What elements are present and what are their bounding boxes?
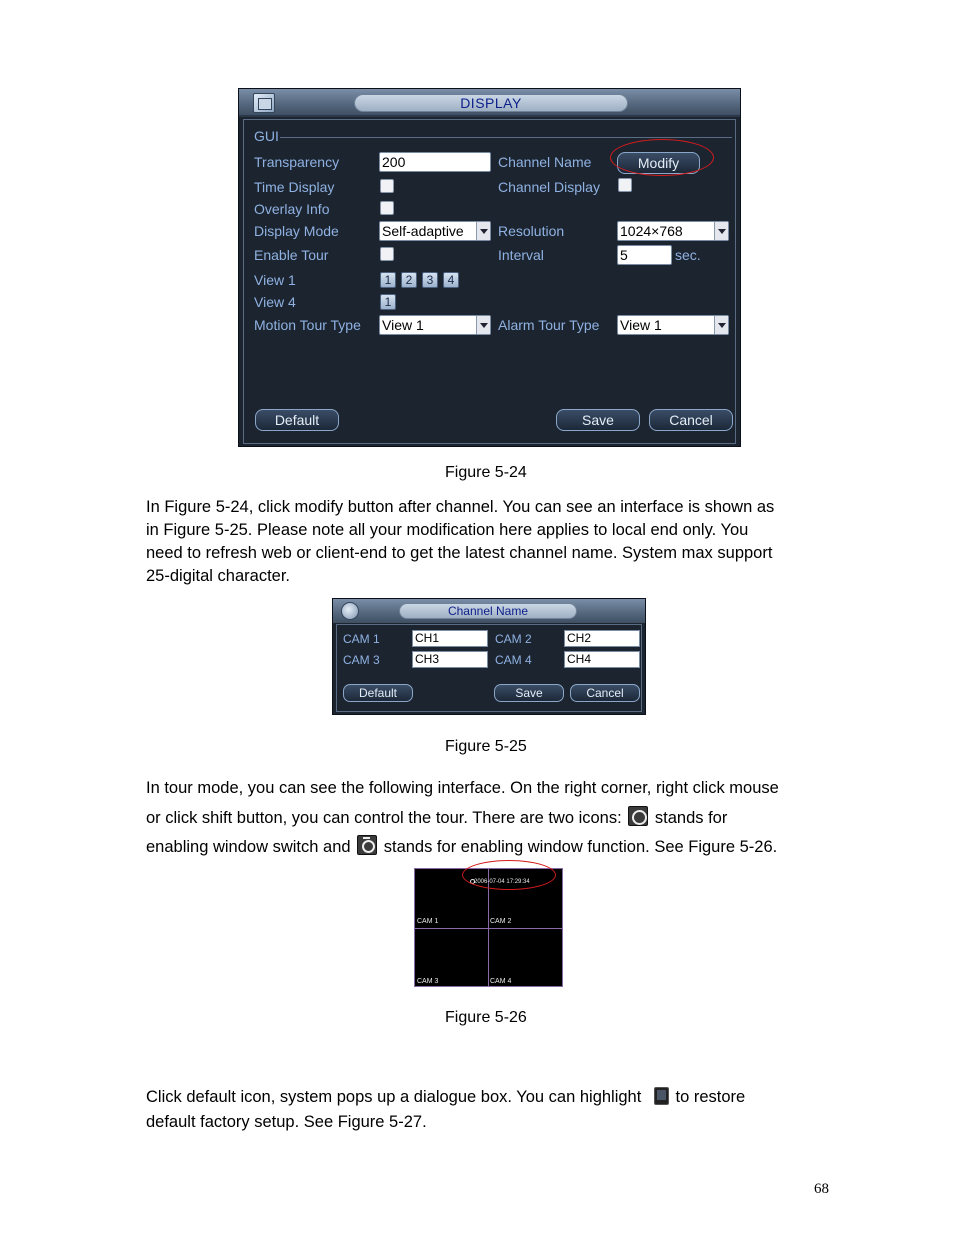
- cam2-label: CAM 2: [495, 632, 532, 646]
- motion-tour-type-value: View 1: [382, 317, 424, 333]
- channel-icon: [341, 602, 359, 620]
- figure-caption: Figure 5-25: [445, 738, 527, 755]
- display-mode-select[interactable]: [379, 221, 491, 241]
- gui-section-label: GUI: [254, 128, 279, 144]
- page-number: 68: [814, 1181, 829, 1197]
- interval-field[interactable]: 5: [617, 245, 672, 265]
- dialog-titlebar: [239, 89, 740, 117]
- cam-label: CAM 1: [417, 918, 439, 925]
- cam2-name-field[interactable]: CH2: [564, 630, 640, 647]
- highlight-oval: [610, 139, 714, 176]
- interval-label: Interval: [498, 247, 544, 263]
- channel-display-checkbox[interactable]: [618, 178, 632, 192]
- dialog-title: Channel Name: [399, 603, 577, 619]
- time-display-checkbox[interactable]: [380, 179, 394, 193]
- dialog-titlebar: [333, 599, 645, 623]
- window-switch-icon: [628, 806, 648, 826]
- cam1-name-field[interactable]: CH1: [412, 630, 488, 647]
- view1-button-2[interactable]: 2: [401, 272, 417, 288]
- channel-display-label: Channel Display: [498, 179, 600, 195]
- channel-name-label: Channel Name: [498, 154, 592, 170]
- tour-timer-icon: [357, 835, 377, 855]
- paragraph-text: Click default icon, system pops up a dialogue box. You can highlight: [146, 1088, 642, 1106]
- cam4-name-field[interactable]: CH4: [564, 651, 640, 668]
- interval-unit: sec.: [675, 247, 701, 263]
- figure-caption: Figure 5-24: [445, 464, 527, 481]
- save-button[interactable]: Save: [556, 409, 640, 431]
- paragraph-line: [146, 806, 727, 830]
- cam-label: CAM 2: [490, 918, 512, 925]
- motion-tour-type-label: Motion Tour Type: [254, 317, 361, 333]
- view4-label: View 4: [254, 294, 296, 310]
- paragraph-line: default factory setup. See Figure 5-27.: [146, 1113, 427, 1131]
- grid-divider: [415, 928, 562, 929]
- paragraph-line: 25-digital character.: [146, 567, 290, 585]
- resolution-label: Resolution: [498, 223, 565, 239]
- alarm-tour-type-value: View 1: [620, 317, 662, 333]
- enable-tour-label: Enable Tour: [254, 247, 329, 263]
- view1-button-3[interactable]: 3: [422, 272, 438, 288]
- cam3-label: CAM 3: [343, 653, 380, 667]
- paragraph-text: stands for: [654, 809, 728, 827]
- cam1-label: CAM 1: [343, 632, 380, 646]
- alarm-tour-type-label: Alarm Tour Type: [498, 317, 600, 333]
- overlay-info-label: Overlay Info: [254, 201, 330, 217]
- channel-name-dialog: [332, 598, 646, 715]
- display-dialog: [238, 88, 741, 447]
- dialog-body: [243, 119, 736, 444]
- cam-label: CAM 4: [490, 978, 512, 985]
- display-settings-icon: [253, 93, 275, 113]
- paragraph-line: need to refresh web or client-end to get the latest channel name. System max support: [146, 544, 773, 562]
- enable-tour-checkbox[interactable]: [380, 247, 394, 261]
- section-divider: [280, 137, 732, 138]
- paragraph-text: enabling window switch and: [146, 838, 351, 856]
- transparency-label: Transparency: [254, 154, 340, 170]
- alarm-tour-type-select[interactable]: [617, 315, 729, 335]
- view4-button-1[interactable]: 1: [380, 294, 396, 310]
- chevron-down-icon: [714, 316, 728, 334]
- paragraph-line: in Figure 5-25. Please note all your modification here applies to local end only. You: [146, 521, 749, 539]
- cam4-label: CAM 4: [495, 653, 532, 667]
- cam-label: CAM 3: [417, 978, 439, 985]
- highlight-oval: [462, 860, 556, 890]
- paragraph-text: or click shift button, you can control the tour. There are two icons:: [146, 809, 622, 827]
- paragraph-line: In tour mode, you can see the following interface. On the right corner, right click mouse: [146, 779, 779, 797]
- view1-button-4[interactable]: 4: [443, 272, 459, 288]
- resolution-value: 1024×768: [620, 223, 683, 239]
- chevron-down-icon: [476, 316, 490, 334]
- chevron-down-icon: [714, 222, 728, 240]
- view1-label: View 1: [254, 272, 296, 288]
- modify-button[interactable]: Modify: [617, 152, 700, 174]
- figure-caption: Figure 5-26: [445, 1009, 527, 1026]
- timestamp: 2006-07-04 17:29:34: [474, 879, 530, 885]
- paragraph-line: In Figure 5-24, click modify button after channel. You can see an interface is shown as: [146, 498, 775, 516]
- default-icon: [654, 1087, 669, 1105]
- dialog-title: DISPLAY: [354, 94, 628, 112]
- time-display-label: Time Display: [254, 179, 335, 195]
- paragraph-text: to restore: [675, 1088, 746, 1106]
- save-button[interactable]: Save: [494, 684, 564, 702]
- paragraph-text: stands for enabling window function. See Figure 5-26.: [383, 838, 778, 856]
- default-button[interactable]: Default: [255, 409, 339, 431]
- cam3-name-field[interactable]: CH3: [412, 651, 488, 668]
- dialog-body: [336, 624, 642, 712]
- resolution-select[interactable]: [617, 221, 729, 241]
- display-mode-label: Display Mode: [254, 223, 339, 239]
- cancel-button[interactable]: Cancel: [570, 684, 640, 702]
- transparency-field[interactable]: 200: [379, 152, 491, 172]
- cancel-button[interactable]: Cancel: [649, 409, 733, 431]
- default-button[interactable]: Default: [343, 684, 413, 702]
- motion-tour-type-select[interactable]: [379, 315, 491, 335]
- display-mode-value: Self-adaptive: [382, 223, 464, 239]
- paragraph-line: [146, 1086, 745, 1109]
- view1-button-1[interactable]: 1: [380, 272, 396, 288]
- chevron-down-icon: [476, 222, 490, 240]
- overlay-info-checkbox[interactable]: [380, 201, 394, 215]
- paragraph-line: [146, 835, 777, 859]
